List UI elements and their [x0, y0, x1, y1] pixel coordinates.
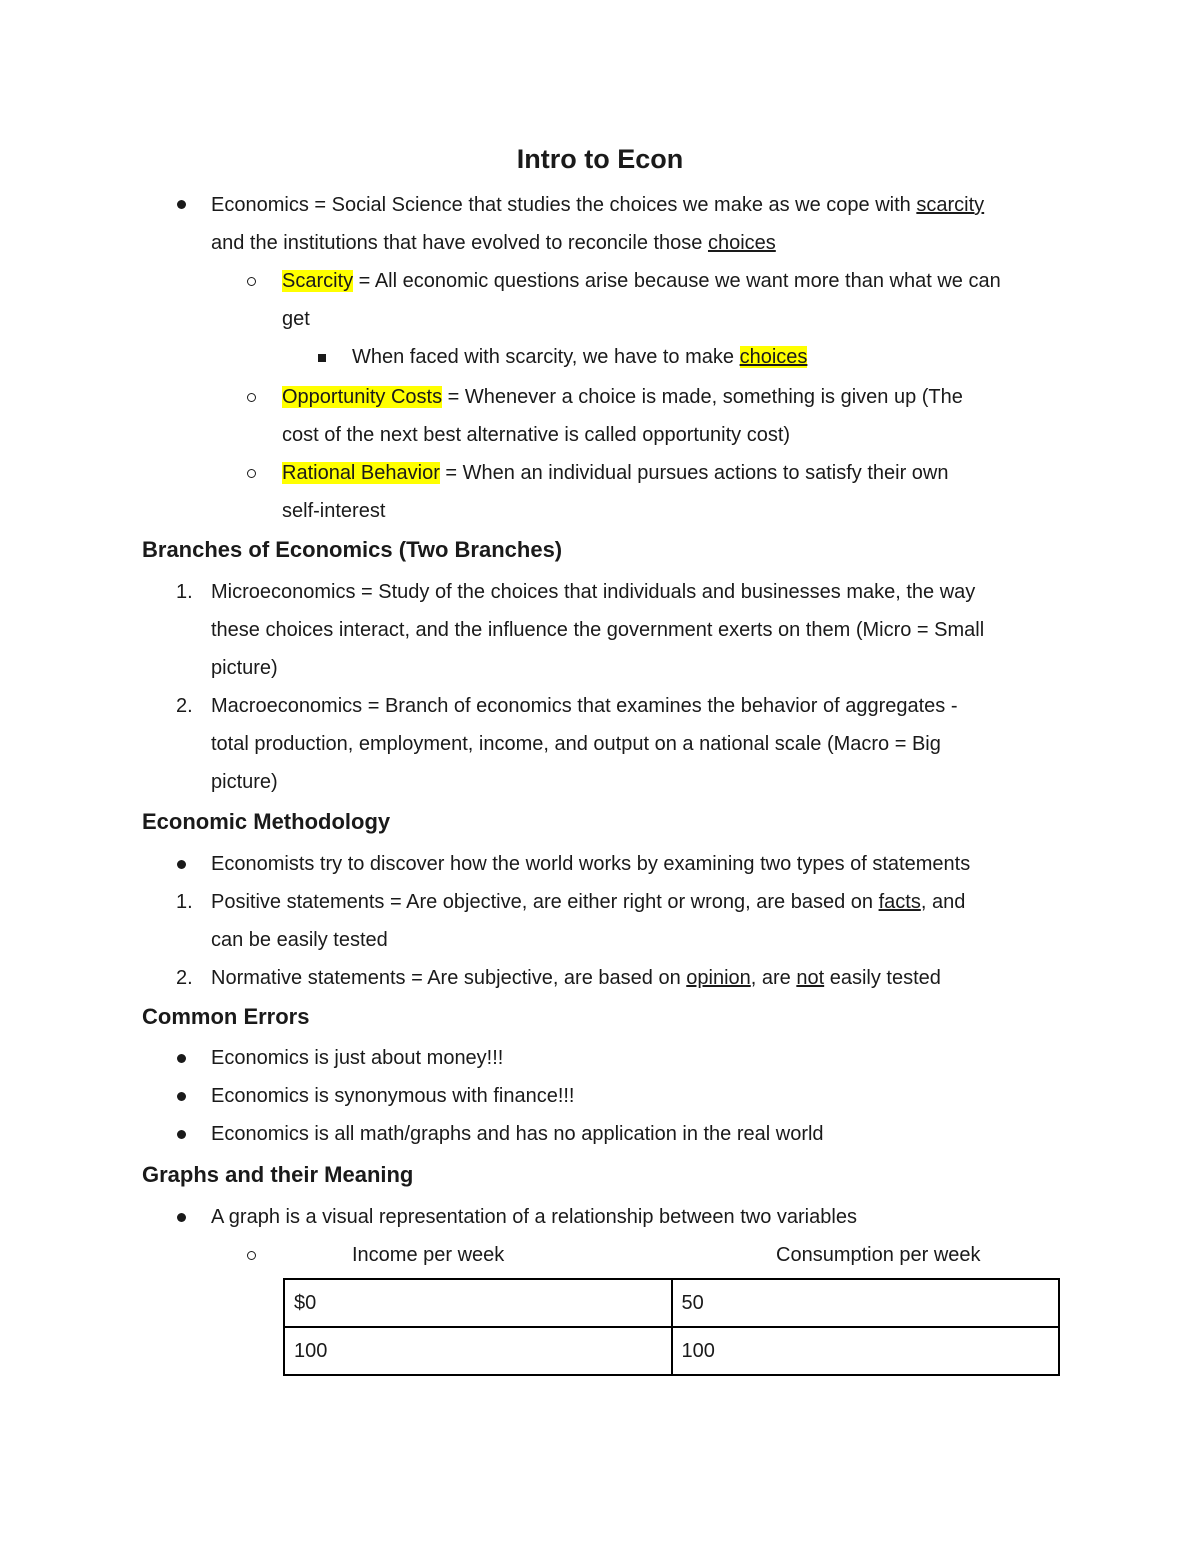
column-header-consumption: Consumption per week	[776, 1244, 981, 1266]
highlight-scarcity: Scarcity	[282, 270, 354, 292]
underlined-opinion: opinion	[686, 967, 751, 989]
bullet-dot	[177, 1092, 186, 1101]
bullet-circle	[247, 1251, 256, 1260]
heading-common-errors: Common Errors	[142, 1004, 310, 1029]
highlight-rational-behavior: Rational Behavior	[282, 462, 440, 484]
macro-line-3: picture)	[211, 771, 278, 793]
column-header-income: Income per week	[352, 1244, 505, 1266]
heading-branches: Branches of Economics (Two Branches)	[142, 537, 563, 562]
bullet-square	[318, 354, 326, 362]
heading-methodology: Economic Methodology	[142, 809, 391, 834]
text: Economics = Social Science that studies the choices we make as we cope with	[211, 194, 917, 216]
opportunity-line-1	[282, 378, 963, 416]
bullet-dot	[177, 200, 186, 209]
table-cell: 100	[284, 1327, 672, 1375]
micro-line-1: Microeconomics = Study of the choices that individuals and businesses make, the way	[211, 581, 976, 603]
text: When faced with scarcity, we have to make	[352, 346, 740, 368]
methodology-bullet: Economists try to discover how the world works by examining two types of statements	[211, 853, 971, 875]
table-row	[284, 1327, 1059, 1375]
table-cell: 100	[672, 1327, 1060, 1375]
text: = When an individual pursues actions to satisfy their own	[439, 462, 949, 484]
income-consumption-table	[283, 1278, 1060, 1376]
bullet-dot	[177, 860, 186, 869]
bullet-circle	[247, 277, 256, 286]
scarcity-line-1	[282, 262, 1001, 300]
underlined-scarcity: scarcity	[916, 194, 985, 216]
macro-line-1: Macroeconomics = Branch of economics that examines the behavior of aggregates -	[211, 695, 958, 717]
underlined-not: not	[796, 967, 825, 989]
table-cell: $0	[284, 1279, 672, 1327]
error-item: Economics is just about money!!!	[211, 1047, 504, 1069]
list-number: 2.	[176, 695, 193, 717]
graphs-bullet: A graph is a visual representation of a relationship between two variables	[211, 1206, 857, 1228]
micro-line-3: picture)	[211, 657, 278, 679]
list-number: 1.	[176, 891, 193, 913]
list-number: 2.	[176, 967, 193, 989]
opportunity-line-2: cost of the next best alternative is called opportunity cost)	[282, 424, 791, 446]
economics-definition-line-1	[211, 186, 984, 224]
heading-graphs: Graphs and their Meaning	[142, 1162, 414, 1187]
highlight-choices: choices	[739, 346, 808, 368]
scarcity-line-2: get	[282, 308, 310, 330]
normative-line	[211, 959, 941, 997]
underlined-choices: choices	[707, 232, 776, 254]
text: easily tested	[824, 967, 941, 989]
rational-line-1	[282, 454, 948, 492]
text: = All economic questions arise because we want more than what we can	[353, 270, 1001, 292]
bullet-dot	[177, 1213, 186, 1222]
bullet-dot	[177, 1130, 186, 1139]
text: Normative statements = Are subjective, are based on	[211, 967, 687, 989]
positive-line-1	[211, 883, 965, 921]
underlined-facts: facts	[878, 891, 921, 913]
error-item: Economics is all math/graphs and has no application in the real world	[211, 1123, 824, 1145]
table-row	[284, 1279, 1059, 1327]
bullet-circle	[247, 469, 256, 478]
scarcity-sub-line	[352, 338, 807, 376]
highlight-opportunity-costs: Opportunity Costs	[282, 386, 443, 408]
rational-line-2: self-interest	[282, 500, 386, 522]
economics-definition-line-2	[211, 224, 776, 262]
table-cell: 50	[672, 1279, 1060, 1327]
text: and the institutions that have evolved to reconcile those	[211, 232, 708, 254]
text: , and	[920, 891, 966, 913]
positive-line-2: can be easily tested	[211, 929, 388, 951]
text: , are	[750, 967, 797, 989]
bullet-circle	[247, 393, 256, 402]
error-item: Economics is synonymous with finance!!!	[211, 1085, 575, 1107]
macro-line-2: total production, employment, income, and output on a national scale (Macro = Big	[211, 733, 941, 755]
page-title: Intro to Econ	[516, 144, 684, 174]
micro-line-2: these choices interact, and the influence the government exerts on them (Micro = Small	[211, 619, 985, 641]
list-number: 1.	[176, 581, 193, 603]
text: Positive statements = Are objective, are either right or wrong, are based on	[211, 891, 879, 913]
text: = Whenever a choice is made, something is given up (The	[442, 386, 963, 408]
bullet-dot	[177, 1054, 186, 1063]
